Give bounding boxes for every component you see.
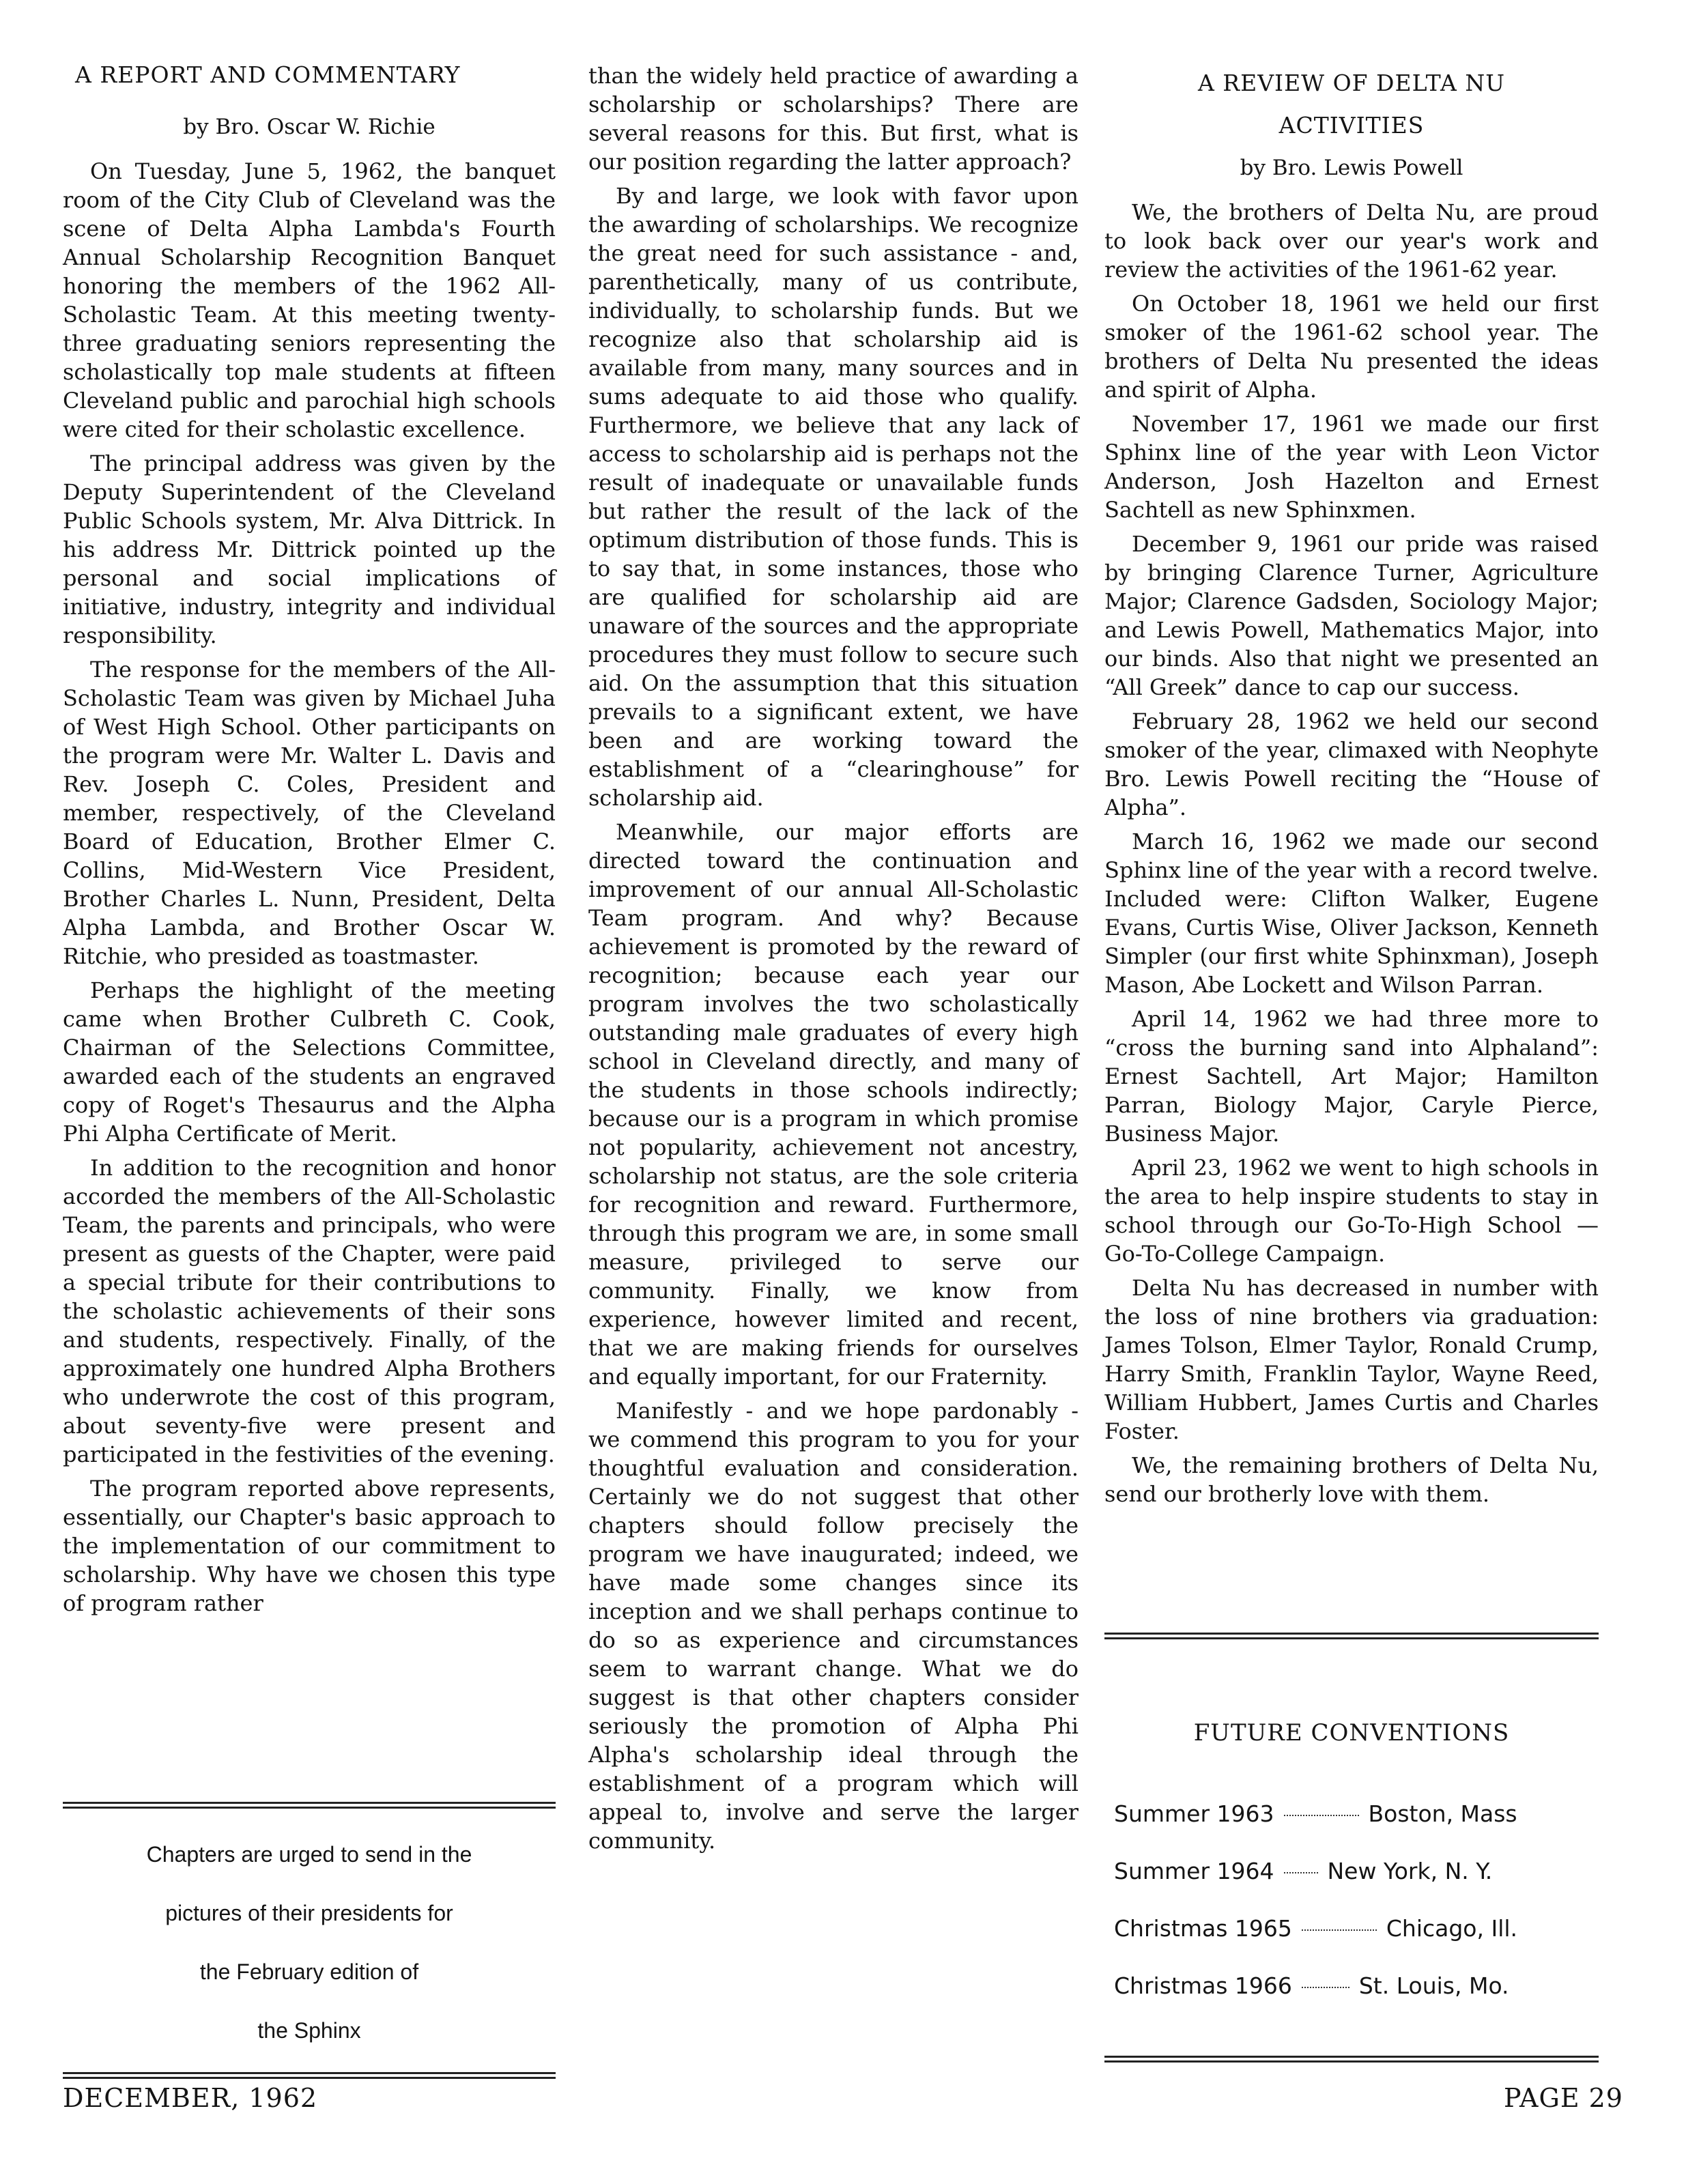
- convention-place: Boston, Mass: [1368, 1800, 1517, 1827]
- notice-top-rule: [63, 1802, 556, 1809]
- report-byline: by Bro. Oscar W. Richie: [183, 115, 435, 139]
- report-paragraph: The response for the members of the All-Scholastic Team was given by Michael Juha of West High School. Other participants on the program were Mr. Walter L. Davis and Rev. Joseph C. Coles, President and member, respectively, of the Cleveland Board of Education, Brother Elmer C. Collins, Mid-Western Vice President, Brother Charles L. Nunn, President, Delta Alpha Lambda, and Brother Oscar W. Ritchie, who presided as toastmaster.: [63, 657, 556, 969]
- footer-date: DECEMBER, 1962: [63, 2083, 318, 2113]
- review-paragraph: Delta Nu has decreased in number with the loss of nine brothers via graduation: James Tolson, Elmer Taylor, Ronald Crump, Harry Smith, Franklin Taylor, Wayne Reed, William Hubbert, James Curtis and Charles Foster.: [1104, 1275, 1599, 1444]
- footer-page-number: PAGE 29: [1503, 2083, 1623, 2113]
- convention-place: St. Louis, Mo.: [1358, 1972, 1509, 1999]
- leader-dots: [1284, 1815, 1359, 1816]
- column-report: [63, 57, 556, 1623]
- report-paragraph: On Tuesday, June 5, 1962, the banquet room of the City Club of Cleveland was the scene of Delta Alpha Lambda's Fourth Annual Scholarship Recognition Banquet honoring the members of the 1962 All-Scholastic Team. At this meeting twenty-three graduating seniors representing the scholastically top male students at fifteen Cleveland public and parochial high schools were cited for their scholastic excellence.: [63, 158, 556, 442]
- review-paragraph: December 9, 1961 our pride was raised by bringing Clarence Turner, Agriculture Major; Clarence Gadsden, Sociology Major; and Lewis Powell, Mathematics Major, into our binds. Also that night we presented an “All Greek” dance to cap our success.: [1104, 531, 1599, 700]
- review-paragraph: We, the brothers of Delta Nu, are proud to look back over our year's work and review the activities of the 1961-62 year.: [1104, 199, 1599, 283]
- leader-dots: [1302, 1987, 1349, 1988]
- report-paragraph: Perhaps the highlight of the meeting came when Brother Culbreth C. Cook, Chairman of the Selections Committee, awarded each of the students an engraved copy of Roget's Thesaurus and the Alpha Phi Alpha Certificate of Merit.: [63, 977, 556, 1147]
- review-title-line1: A REVIEW OF DELTA NU: [1197, 70, 1506, 96]
- report-paragraph: In addition to the recognition and honor accorded the members of the All-Scholastic Team, the parents and principals, who were present as guests of the Chapter, were paid a special tribute for their contributions to the scholastic achievements of their sons and students, respectively. Finally, of the approximately one hundred Alpha Brothers who underwrote the cost of this program, about seventy-five were present and participated in the festivities of the evening.: [63, 1155, 556, 1467]
- review-paragraph: March 16, 1962 we made our second Sphinx line of the year with a record twelve. Included were: Clifton Walker, Eugene Evans, Curtis Wise, Oliver Jackson, Kenneth Simpler (our first white Sphinxman), Joseph Mason, Abe Lockett and Wilson Parran.: [1104, 829, 1599, 998]
- review-paragraph: April 23, 1962 we went to high schools in the area to help inspire students to stay in school through our Go-To-High School — Go-To-College Campaign.: [1104, 1155, 1599, 1267]
- conventions-title: FUTURE CONVENTIONS: [1193, 1719, 1510, 1747]
- continuation-paragraph: Manifestly - and we hope pardonably - we commend this program to you for your thoughtful evaluation and consideration. Certainly we do not suggest that other chapters should follow precisely the program we have inaugurated; indeed, we have made some changes since its inception and we shall perhaps continue to do so as experience and circumstances seem to warrant change. What we do suggest is that other chapters consider seriously the promotion of Alpha Phi Alpha's scholarship ideal through the establishment of a program which will appeal to, involve and serve the larger community.: [588, 1398, 1078, 1854]
- convention-place: Chicago, Ill.: [1386, 1915, 1518, 1942]
- convention-row: [1114, 1900, 1589, 1957]
- convention-row: [1114, 1785, 1589, 1843]
- review-paragraph: On October 18, 1961 we held our first smoker of the 1961-62 school year. The brothers of Delta Nu presented the ideas and spirit of Alpha.: [1104, 291, 1599, 403]
- notice-box: [63, 1802, 556, 2079]
- continuation-paragraph: By and large, we look with favor upon the awarding of scholarships. We recognize the great need for such assistance - and, parenthetically, many of us contribute, individually, to scholarship funds. But we recognize also that scholarship aid is available from many, many sources and in sums adequate to aid those who qualify. Furthermore, we believe that any lack of access to scholarship aid is perhaps not the result of inadequate or unavailable funds but rather the result of the lack of the optimum distribution of those funds. This is to say that, in some instances, those who are qualified for scholarship aid are unaware of the sources and the appropriate procedures they must follow to secure such aid. On the assumption that this situation prevails to a significant extent, we have been and are working toward the establishment of a “clearinghouse” for scholarship aid.: [588, 183, 1078, 811]
- leader-dots: [1284, 1872, 1318, 1873]
- continuation-paragraph: than the widely held practice of awarding a scholarship or scholarships? There are several reasons for this. But first, what is our position regarding the latter approach?: [588, 63, 1078, 175]
- review-byline: by Bro. Lewis Powell: [1240, 156, 1463, 180]
- notice-line: the February edition of: [199, 1959, 419, 1984]
- review-paragraph: February 28, 1962 we held our second smoker of the year, climaxed with Neophyte Bro. Lewis Powell reciting the “House of Alpha”.: [1104, 708, 1599, 820]
- notice-line: the Sphinx: [257, 2018, 361, 2043]
- report-title: A REPORT AND COMMENTARY: [75, 61, 461, 88]
- notice-line: Chapters are urged to send in the: [146, 1842, 472, 1867]
- conventions-top-rule: [1104, 1633, 1599, 1639]
- column-continuation: [588, 61, 1078, 1860]
- convention-season: Christmas 1966: [1114, 1972, 1292, 1999]
- convention-row: [1114, 1957, 1589, 2015]
- column-delta-nu: [1104, 66, 1599, 1514]
- review-title-line2: ACTIVITIES: [1278, 112, 1425, 139]
- convention-season: Christmas 1965: [1114, 1915, 1292, 1942]
- convention-place: New York, N. Y.: [1327, 1858, 1493, 1884]
- continuation-paragraph: Meanwhile, our major efforts are directed toward the continuation and improvement of our annual All-Scholastic Team program. And why? Because achievement is promoted by the reward of recognition; because each year our program involves the two scholastically outstanding male graduates of every high school in Cleveland directly, and many of the students in those schools indirectly; because our is a program in which promise not popularity, achievement not ancestry, scholarship not status, are the sole criteria for recognition and reward. Furthermore, through this program we are, in some small measure, privileged to serve our community. Finally, we know from experience, however limited and recent, that we are making friends for ourselves and equally important, for our Fraternity.: [588, 819, 1078, 1390]
- conventions-bottom-rule: [1104, 2056, 1599, 2063]
- leader-dots: [1302, 1929, 1377, 1931]
- notice-bottom-rule: [63, 2072, 556, 2079]
- report-paragraph: The principal address was given by the Deputy Superintendent of the Cleveland Public Schools system, Mr. Alva Dittrick. In his address Mr. Dittrick pointed up the personal and social implications of initiative, industry, integrity and individual responsibility.: [63, 450, 556, 648]
- review-paragraph: November 17, 1961 we made our first Sphinx line of the year with Leon Victor Anderson, Josh Hazelton and Ernest Sachtell as new Sphinxmen.: [1104, 411, 1599, 523]
- convention-row: [1114, 1843, 1589, 1900]
- review-paragraph: April 14, 1962 we had three more to “cross the burning sand into Alphaland”: Ernest Sachtell, Art Major; Hamilton Parran, Biology Major, Caryle Pierce, Business Major.: [1104, 1006, 1599, 1147]
- conventions-box: [1104, 1633, 1599, 2063]
- review-paragraph: We, the remaining brothers of Delta Nu, send our brotherly love with them.: [1104, 1452, 1599, 1507]
- notice-line: pictures of their presidents for: [165, 1901, 453, 1925]
- report-paragraph: The program reported above represents, essentially, our Chapter's basic approach to the implementation of our commitment to scholarship. Why have we chosen this type of program rather: [63, 1476, 556, 1616]
- convention-season: Summer 1964: [1114, 1858, 1274, 1884]
- convention-season: Summer 1963: [1114, 1800, 1274, 1827]
